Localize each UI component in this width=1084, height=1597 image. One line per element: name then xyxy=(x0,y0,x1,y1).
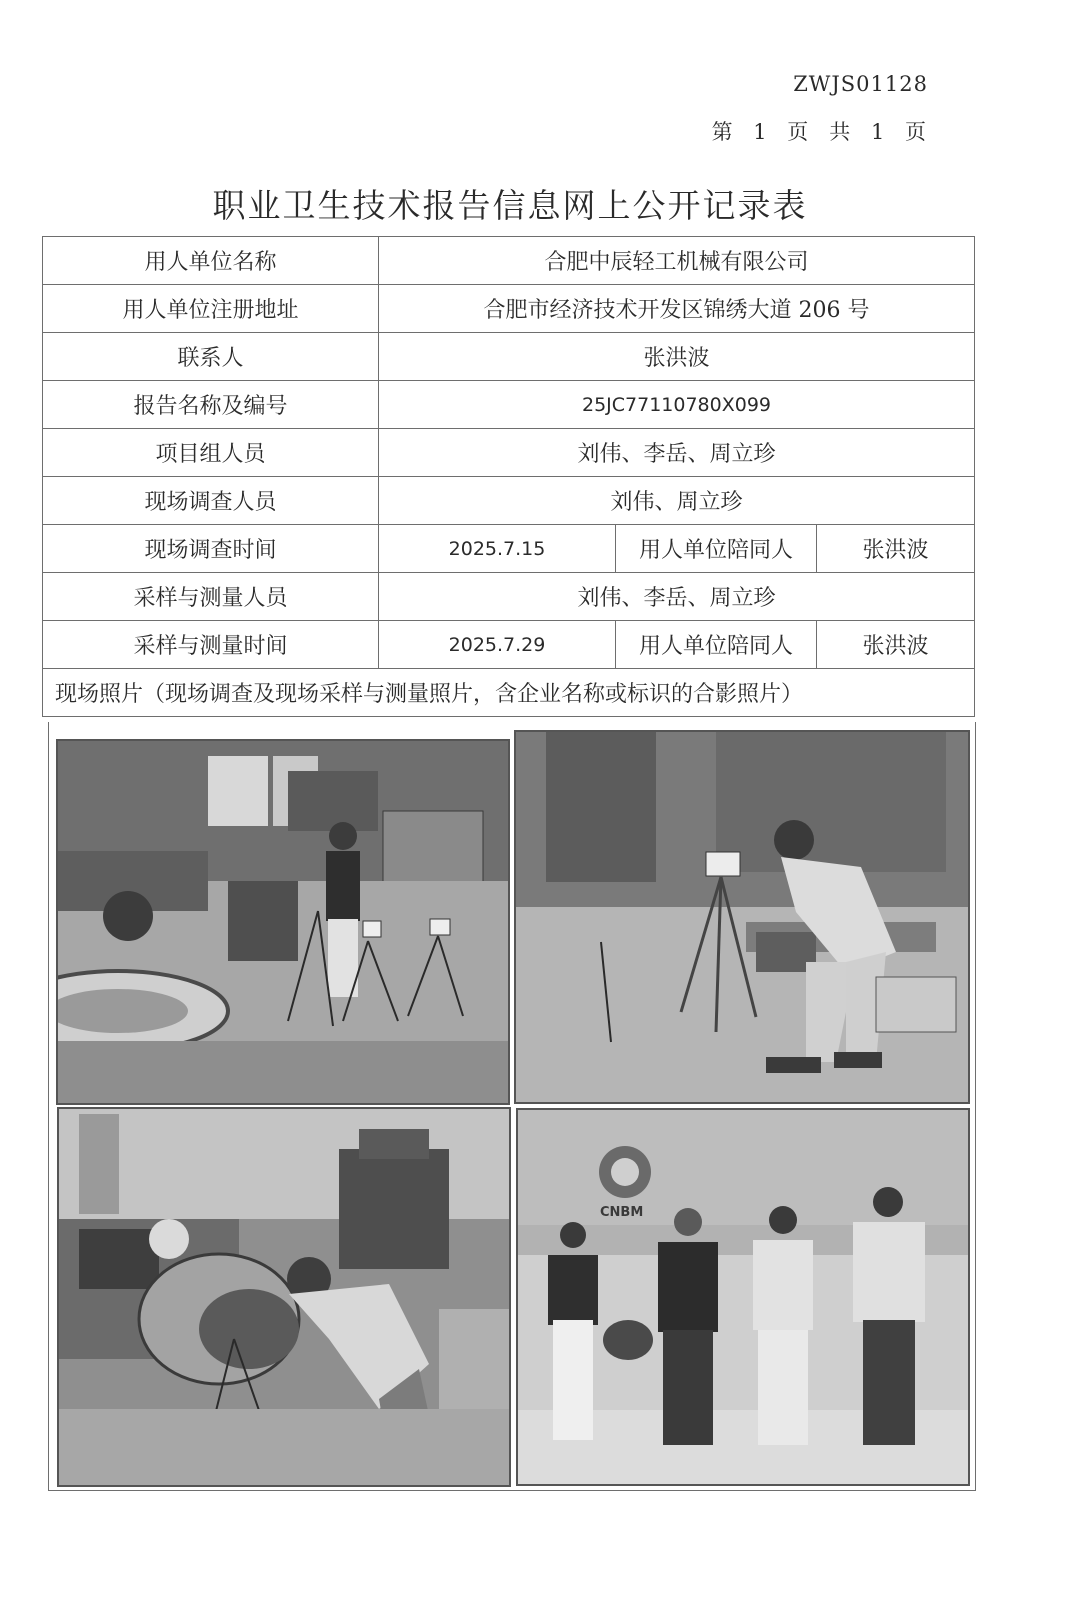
record-table xyxy=(42,236,975,717)
survey-time-label: 现场调查时间 xyxy=(43,525,379,573)
table-row xyxy=(43,429,975,477)
employer-name-label: 用人单位名称 xyxy=(43,237,379,285)
survey-escort-label: 用人单位陪同人 xyxy=(616,525,817,573)
employer-address-label: 用人单位注册地址 xyxy=(43,285,379,333)
sampling-escort-value: 张洪波 xyxy=(817,621,975,669)
survey-staff-value: 刘伟、周立珍 xyxy=(379,477,975,525)
survey-staff-label: 现场调查人员 xyxy=(43,477,379,525)
survey-escort-value: 张洪波 xyxy=(817,525,975,573)
employer-address-value: 合肥市经济技术开发区锦绣大道 206 号 xyxy=(379,285,975,333)
site-photo-group xyxy=(516,1108,970,1486)
employer-name-value: 合肥中辰轻工机械有限公司 xyxy=(379,237,975,285)
sampling-time-label: 采样与测量时间 xyxy=(43,621,379,669)
site-photo-survey-2 xyxy=(514,730,970,1104)
sampling-escort-label: 用人单位陪同人 xyxy=(616,621,817,669)
sampling-time-value: 2025.7.29 xyxy=(379,621,616,669)
document-code: ZWJS01128 xyxy=(793,72,928,96)
cnbm-logo xyxy=(599,1146,651,1220)
contact-value: 张洪波 xyxy=(379,333,975,381)
sampling-staff-label: 采样与测量人员 xyxy=(43,573,379,621)
report-label: 报告名称及编号 xyxy=(43,381,379,429)
table-row xyxy=(43,237,975,285)
page-title: 职业卫生技术报告信息网上公开记录表 xyxy=(212,186,808,225)
report-number: 25JC77110780X099 xyxy=(379,381,975,429)
table-row xyxy=(43,573,975,621)
photos-area xyxy=(48,722,976,1491)
table-row xyxy=(43,477,975,525)
site-photo-survey-1 xyxy=(56,739,510,1105)
table-row xyxy=(43,621,975,669)
logo-text: CNBM xyxy=(600,1205,644,1220)
survey-time-value: 2025.7.15 xyxy=(379,525,616,573)
table-row xyxy=(43,381,975,429)
project-team-label: 项目组人员 xyxy=(43,429,379,477)
page-info: 第 1 页 共 1 页 xyxy=(711,120,926,144)
site-photo-sampling xyxy=(57,1107,511,1487)
table-row xyxy=(43,285,975,333)
project-team-value: 刘伟、李岳、周立珍 xyxy=(379,429,975,477)
table-row xyxy=(43,669,975,717)
contact-label: 联系人 xyxy=(43,333,379,381)
sampling-staff-value: 刘伟、李岳、周立珍 xyxy=(379,573,975,621)
photos-section-label: 现场照片（现场调查及现场采样与测量照片，含企业名称或标识的合影照片） xyxy=(43,669,975,717)
table-row xyxy=(43,333,975,381)
table-row xyxy=(43,525,975,573)
